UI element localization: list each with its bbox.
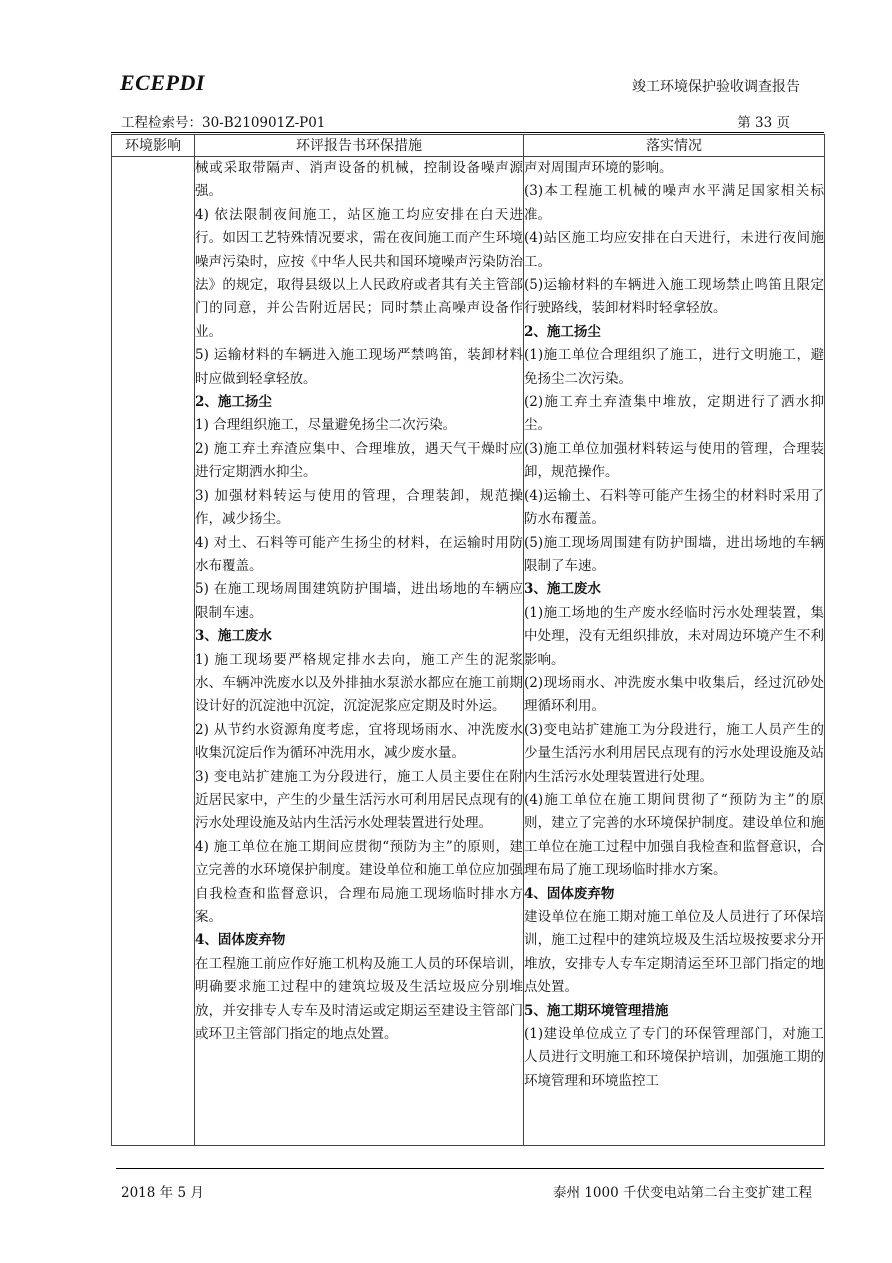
footer-divider [116, 1168, 824, 1169]
implementation-paragraph: 声对周围声环境的影响。 [524, 160, 673, 176]
project-retrieval-number: 工程检索号：30-B210901Z-P01 [121, 115, 326, 131]
implementation-paragraph: (4)施工单位在施工期间贯彻了“预防为主”的原则，建立了完善的水环境保护制度。建设单位和施工单位在施工过程中加强自我检查和监督意识，合理布局了施工现场临时排水方案。 [524, 791, 824, 879]
section-heading: 3、施工废水 [524, 581, 601, 598]
implementation-paragraph: (2)施工弃土弃渣集中堆放，定期进行了洒水抑尘。 [524, 394, 824, 434]
header-implementation: 落实情况 [524, 135, 825, 157]
implementation-paragraph: (3)施工单位加强材料转运与使用的管理，合理装卸，规范操作。 [524, 440, 824, 481]
measure-paragraph: 1) 施工现场要严格规定排水去向，施工产生的泥浆水、车辆冲洗废水以及外排抽水泵淤水都应在施工前期设计好的沉淀池中沉淀，沉淀泥浆应定期及时外运。 [195, 651, 523, 715]
implementation-cell [524, 157, 825, 1146]
section-heading: 5、施工期环境管理措施 [524, 1002, 669, 1019]
implementation-paragraph: (4)站区施工均应安排在白天进行，未进行夜间施工。 [524, 230, 824, 270]
section-heading: 2、施工扬尘 [524, 323, 601, 340]
measure-paragraph: 在工程施工前应作好施工机构及施工人员的环保培训，明确要求施工过程中的建筑垃圾及生活垃圾应分别堆放，并安排专人专车及时清运或定期运至建设主管部门或环卫主管部门指定的地点处置。 [195, 955, 523, 1043]
measure-paragraph: 3) 变电站扩建施工为分段进行，施工人员主要住在附近居民家中，产生的少量生活污水可利用居民点现有的污水处理设施及站内生活污水处理装置进行处理。 [195, 768, 523, 832]
measure-paragraph: 4) 对土、石料等可能产生扬尘的材料，在运输时用防水布覆盖。 [195, 534, 523, 574]
section-heading: 2、施工扬尘 [195, 394, 272, 411]
measures-table [111, 134, 825, 1146]
implementation-paragraph: (3)变电站扩建施工为分段进行，施工人员产生的少量生活污水利用居民点现有的污水处理设施及站内生活污水处理装置进行处理。 [524, 721, 824, 785]
measure-paragraph: 3) 加强材料转运与使用的管理，合理装卸，规范操作，减少扬尘。 [195, 487, 523, 528]
measure-paragraph: 4) 施工单位在施工期间应贯彻“预防为主”的原则，建立完善的水环境保护制度。建设单位和施工单位应加强自我检查和监督意识，合理布局施工现场临时排水方案。 [195, 838, 523, 925]
section-heading: 4、固体废弃物 [195, 932, 286, 949]
implementation-paragraph: (4)运输土、石料等可能产生扬尘的材料时采用了防水布覆盖。 [524, 487, 824, 528]
measures-cell [195, 157, 524, 1146]
measure-paragraph: 2) 施工弃土弃渣应集中、合理堆放，遇天气干燥时应进行定期洒水抑尘。 [195, 440, 523, 481]
section-heading: 3、施工废水 [195, 628, 272, 645]
measure-paragraph: 4) 依法限制夜间施工，站区施工均应安排在白天进行。如因工艺特殊情况要求，需在夜间施工而产生环境噪声污染时，应按《中华人民共和国环境噪声污染防治法》的规定，取得县级以上人民政府或者其有关主管部门的同意，并公告附近居民；同时禁止高噪声设备作业。 [195, 206, 523, 340]
report-title: 竣工环境保护验收调查报告 [632, 79, 800, 95]
impact-cell [112, 157, 195, 1146]
header-measures: 环评报告书环保措施 [195, 135, 524, 157]
header-divider [111, 132, 824, 133]
implementation-paragraph: (1)施工场地的生产废水经临时污水处理装置，集中处理，没有无组织排放，未对周边环境产生不利影响。 [524, 604, 824, 668]
measure-paragraph: 5) 运输材料的车辆进入施工现场严禁鸣笛，装卸材料时应做到轻拿轻放。 [195, 347, 523, 387]
footer-project-name: 泰州 1000 千伏变电站第二台主变扩建工程 [553, 1185, 812, 1201]
implementation-paragraph: (1)建设单位成立了专门的环保管理部门，对施工人员进行文明施工和环境保护培训，加强施工期的环境管理和环境监控工 [524, 1026, 824, 1089]
header-impact: 环境影响 [112, 135, 195, 157]
implementation-paragraph: (5)施工现场周围建有防护围墙，进出场地的车辆限制了车速。 [524, 534, 824, 574]
measure-paragraph: 1) 合理组织施工，尽量避免扬尘二次污染。 [195, 417, 457, 434]
measure-paragraph: 械或采取带隔声、消声设备的机械，控制设备噪声源强。 [195, 160, 523, 200]
implementation-paragraph: 建设单位在施工期对施工单位及人员进行了环保培训，施工过程中的建筑垃圾及生活垃圾按要求分开堆放，安排专人专车定期清运至环卫部门指定的地点处置。 [524, 909, 824, 996]
section-heading: 4、固体废弃物 [524, 885, 615, 902]
company-logo: ECEPDI [120, 70, 205, 95]
measure-paragraph: 5) 在施工现场周围建筑防护围墙，进出场地的车辆应限制车速。 [195, 581, 523, 621]
table-header-row [112, 135, 825, 157]
implementation-paragraph: (1)施工单位合理组织了施工，进行文明施工，避免扬尘二次污染。 [524, 347, 824, 387]
implementation-paragraph: (2)现场雨水、冲洗废水集中收集后，经过沉砂处理循环利用。 [524, 674, 824, 715]
implementation-paragraph: (5)运输材料的车辆进入施工现场禁止鸣笛且限定行驶路线，装卸材料时轻拿轻放。 [524, 277, 824, 317]
page-number: 第 33 页 [737, 115, 790, 131]
measure-paragraph: 2) 从节约水资源角度考虑，宜将现场雨水、冲洗废水收集沉淀后作为循环冲洗用水，减少废水量。 [195, 721, 523, 762]
table-row [112, 157, 825, 1146]
footer-date: 2018 年 5 月 [121, 1185, 204, 1201]
implementation-paragraph: (3)本工程施工机械的噪声水平满足国家相关标准。 [524, 183, 824, 223]
